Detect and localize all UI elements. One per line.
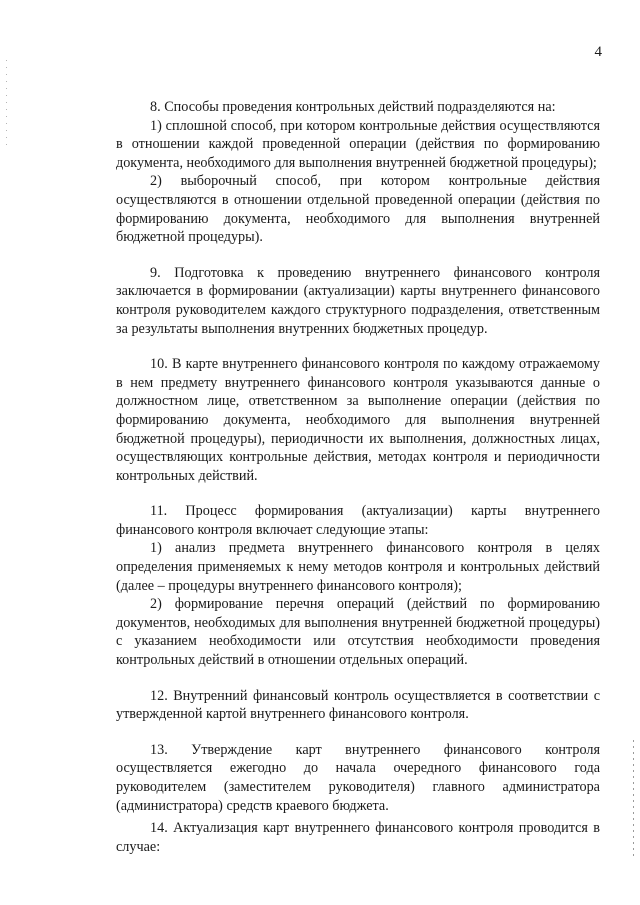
paragraph-12: 12. Внутренний финансовый контроль осуществляется в соответствии с утвержденной картой внутреннего финансового контроля. <box>116 687 600 723</box>
paragraph-9: 9. Подготовка к проведению внутреннего финансового контроля заключается в формировании (актуализации) карты внутреннего финансового контроля руководителем каждого структурного подразделения, ответственным за результаты выполнения внутренних бюджетных процедур. <box>116 264 600 337</box>
paragraph-8: 8. Способы проведения контрольных действий подразделяются на: <box>150 99 556 115</box>
paragraph-8-item-1: 1) сплошной способ, при котором контрольные действия осуществляются в отношении каждой проведенной операции (действия по формированию документа, необходимого для выполнения внутренней бюджетной процедуры); <box>116 117 600 171</box>
spacer <box>116 485 600 502</box>
scan-edge-left <box>6 60 7 150</box>
spacer <box>116 670 600 687</box>
paragraph-13: 13. Утверждение карт внутреннего финансового контроля осуществляется ежегодно до начала очередного финансового года руководителем (заместителем руководителя) главного администратора (администратора) средств краевого бюджета. <box>116 741 600 814</box>
paragraph-11-item-2: 2) формирование перечня операций (действий по формированию документов, необходимых для выполнения внутренней бюджетной процедуры) с указанием необходимости или отсутствия необходимости проведения контрольных действий в отношении отдельных операций. <box>116 596 600 669</box>
paragraph-10: 10. В карте внутреннего финансового контроля по каждому отражаемому в нем предмету внутреннего финансового контроля указываются данные о должностном лице, ответственном за выполнение операции (действия по формированию документа, необходимого для выполнения внутренней бюджетной процедуры), периодичности их выполнения, должностных лицах, осуществляющих контрольные действия, методах контроля и периодичности контрольных действий. <box>116 356 600 484</box>
paragraph-11: 11. Процесс формирования (актуализации) карты внутреннего финансового контроля включает следующие этапы: <box>116 503 600 538</box>
spacer <box>116 724 600 741</box>
document-body <box>116 98 600 856</box>
paragraph-11-item-1: 1) анализ предмета внутреннего финансового контроля в целях определения применяемых к нему методов контроля и контрольных действий (далее – процедуры внутреннего финансового контроля); <box>116 540 600 594</box>
paragraph-14: 14. Актуализация карт внутреннего финансового контроля проводится в случае: <box>116 820 600 855</box>
scan-edge-right <box>633 740 634 860</box>
spacer <box>116 338 600 355</box>
page-number: 4 <box>594 44 602 60</box>
spacer <box>116 247 600 264</box>
paragraph-8-item-2: 2) выборочный способ, при котором контрольные действия осуществляются в отношении отдельной проведенной операции (действия по формированию документа, необходимого для выполнения внутренней бюджетной процедуры). <box>116 173 600 246</box>
